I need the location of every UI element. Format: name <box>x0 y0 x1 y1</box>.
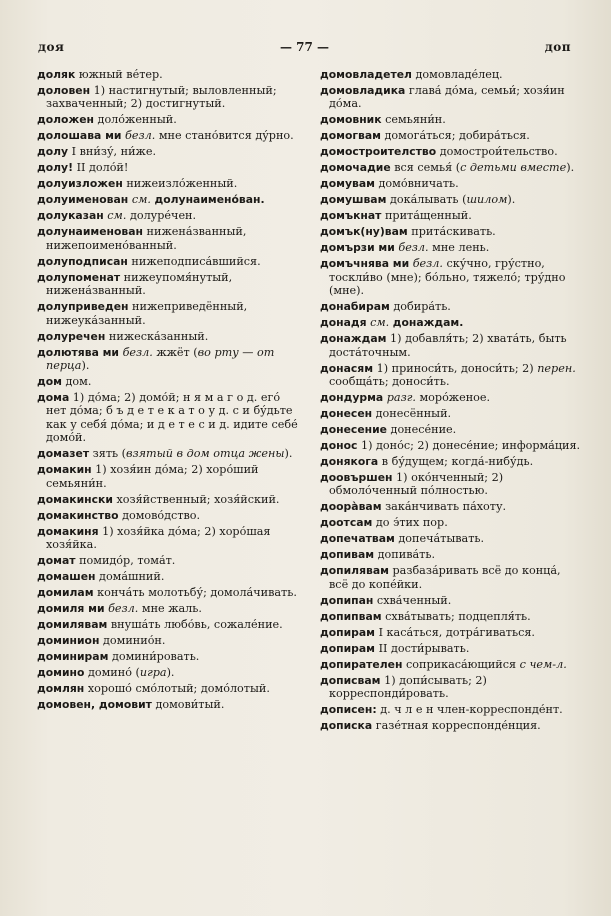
dictionary-entry <box>320 332 582 359</box>
entry-translation: 1) приноси́ть, доноси́ть; 2) <box>373 361 538 375</box>
dictionary-entry <box>320 439 582 452</box>
dictionary-entry <box>320 68 582 81</box>
entry-translation: доло́женный. <box>94 113 177 127</box>
entry-label: безл. <box>125 129 156 143</box>
entry-label: см. <box>107 209 127 223</box>
dictionary-entry <box>320 241 582 254</box>
entry-headword: допивам <box>320 548 375 562</box>
entry-translation: семьяни́н. <box>381 113 446 127</box>
dictionary-entry <box>320 113 582 126</box>
dictionary-entry <box>320 423 582 436</box>
dictionary-entry <box>37 602 299 615</box>
entry-translation: внуша́ть любо́вь, сожале́ние. <box>107 618 283 632</box>
entry-headword: домашен <box>37 570 96 584</box>
entry-translation: долунаимено́ван. <box>154 193 265 207</box>
entry-headword: домилам <box>37 586 94 600</box>
entry-translation: зака́нчивать па́хоту. <box>381 500 507 514</box>
dictionary-entry <box>320 564 582 591</box>
entry-headword: долу <box>37 145 69 159</box>
entry-headword: домилявам <box>37 618 108 632</box>
entry-headword: доора̀вам <box>320 500 382 514</box>
entry-translation: 1) допи́сывать; 2) корреспонди́ровать. <box>329 673 487 701</box>
entry-headword: долютява ми <box>37 345 119 359</box>
entry-headword: долуизложен <box>37 177 123 191</box>
dictionary-entry <box>37 129 299 142</box>
entry-headword: допирам <box>320 625 376 639</box>
entry-translation: 1) око́нченный; 2) обмоло́ченный по́лностью. <box>329 471 504 498</box>
entry-headword: долуименован <box>37 193 129 207</box>
entry-headword: домък(ну)вам <box>320 225 408 239</box>
entry-label: во рту — от перца <box>46 345 275 373</box>
dictionary-entry <box>37 682 299 695</box>
entry-translation: 1) хозя́йка до́ма; 2) хоро́шая хозя́йка. <box>46 524 271 552</box>
entry-headword: домат <box>37 554 76 568</box>
entry-translation: домовладе́лец. <box>411 68 503 81</box>
entry-translation: зять ( <box>89 447 127 461</box>
dictionary-entry <box>320 658 582 671</box>
entry-headword: допипвам <box>320 609 382 623</box>
entry-headword: домакин <box>37 463 92 477</box>
entry-label: с детьми вместе <box>460 161 567 175</box>
dictionary-entry <box>37 271 299 298</box>
entry-label: см. <box>370 316 390 330</box>
entry-translation: домо́вничать. <box>374 177 459 191</box>
entry-headword: долуподписан <box>37 254 128 268</box>
entry-headword: допипан <box>320 593 374 607</box>
entry-translation: нижеупомя́нутый, нижена́званный. <box>46 270 233 298</box>
entry-headword: донякога <box>320 455 379 469</box>
entry-headword: долуказан <box>37 209 104 223</box>
entry-translation: домога́ться; добира́ться. <box>380 129 530 143</box>
dictionary-entry <box>320 257 582 297</box>
entry-translation: домово́дство. <box>118 508 201 522</box>
entry-translation: прита́скивать. <box>407 225 496 239</box>
entry-headword: домазет <box>37 447 90 461</box>
dictionary-entry <box>320 626 582 639</box>
entry-translation: добира́ть. <box>389 300 451 314</box>
entry-translation: южный ве́тер. <box>75 68 163 81</box>
entry-headword: долошава ми <box>37 129 122 143</box>
dictionary-entry <box>37 570 299 583</box>
entry-translation: нижеизло́женный. <box>122 177 238 191</box>
dictionary-entry <box>320 145 582 158</box>
entry-translation: ску́чно, гру́стно, тоскли́во (мне); бо́льно, тяжело́; тру́дно (мне). <box>329 257 566 298</box>
entry-translation: жжёт ( <box>152 345 198 359</box>
entry-translation: схва́тывать; подцепля́ть. <box>381 609 531 623</box>
entry-translation: дом. <box>61 375 92 389</box>
entry-label: безл. <box>108 602 139 616</box>
entry-headword: допирателен <box>320 657 403 671</box>
entry-translation: дока́лывать ( <box>386 193 467 207</box>
dictionary-entry <box>37 554 299 567</box>
entry-headword: допирам <box>320 641 376 655</box>
entry-headword: дондурма <box>320 391 384 405</box>
entry-translation: домини́ровать. <box>108 650 200 664</box>
dictionary-entry <box>37 193 299 206</box>
dictionary-entry <box>37 391 299 445</box>
dictionary-entry <box>37 209 299 222</box>
dictionary-entry <box>320 703 582 716</box>
entry-translation: ). <box>566 161 575 175</box>
entry-translation: донесённый. <box>372 407 452 421</box>
entry-headword: домързи ми <box>320 241 395 255</box>
entry-translation: нижеприведённый, нижеука́занный. <box>46 300 248 327</box>
entry-headword: домакинство <box>37 508 119 522</box>
dictionary-entry <box>37 493 299 506</box>
dictionary-entry <box>37 509 299 522</box>
entry-translation: донаждам. <box>392 316 464 330</box>
entry-translation: нижеска́занный. <box>105 329 209 343</box>
dictionary-entry <box>37 586 299 599</box>
dictionary-entry <box>37 145 299 158</box>
dictionary-entry <box>320 177 582 190</box>
entry-headword: домогвам <box>320 129 381 143</box>
dictionary-entry <box>320 84 582 111</box>
entry-headword: домостроителство <box>320 145 437 159</box>
entry-headword: домувам <box>320 177 375 191</box>
dictionary-entry <box>320 548 582 561</box>
entry-headword: доловен <box>37 84 91 97</box>
entry-headword: долуречен <box>37 329 106 343</box>
entry-translation: глава́ до́ма, семьи́; хозя́ин до́ма. <box>329 84 565 111</box>
entry-translation: конча́ть молотьбу́; домола́чивать. <box>93 586 297 600</box>
entry-translation: сообща́ть; доноси́ть. <box>329 375 450 389</box>
entry-headword: донабирам <box>320 300 390 314</box>
entry-translation: мне лень. <box>428 241 490 255</box>
right-column <box>320 68 582 735</box>
entry-translation: моро́женое. <box>415 391 491 405</box>
dictionary-entry <box>320 362 582 389</box>
dictionary-entry <box>320 407 582 420</box>
entry-translation: нижеподписа́вшийся. <box>127 254 261 268</box>
dictionary-entry <box>320 129 582 142</box>
entry-label: см. <box>131 193 151 207</box>
dictionary-entry <box>37 84 299 111</box>
entry-translation: допеча́тывать. <box>394 532 485 546</box>
entry-headword: домакиня <box>37 524 99 538</box>
dictionary-entry <box>37 161 299 174</box>
entry-headword: доложен <box>37 113 94 127</box>
entry-label: шилом <box>466 193 508 207</box>
dictionary-entry <box>37 650 299 663</box>
dictionary-entry <box>320 316 582 329</box>
entry-translation: нижена́званный, нижепоимено́ванный. <box>46 225 247 252</box>
entry-headword: домакински <box>37 492 113 506</box>
entry-translation: газе́тная корреспонде́нция. <box>372 719 541 733</box>
entry-headword: долупоменат <box>37 270 121 284</box>
entry-translation: ). <box>81 359 90 373</box>
entry-headword: доотсам <box>320 516 373 530</box>
entry-label: безл. <box>398 241 429 255</box>
entry-label: перен. <box>537 361 576 375</box>
entry-headword: доминион <box>37 634 100 648</box>
entry-translation: 1) доно́с; 2) донесе́ние; информа́ция. <box>357 439 581 453</box>
entry-label: безл. <box>122 345 153 359</box>
entry-headword: домино <box>37 666 85 680</box>
entry-label: взятый в дом отца жены <box>126 447 285 461</box>
header-left-guideword: доя <box>38 40 65 54</box>
entry-translation: II доло́й! <box>73 161 129 175</box>
entry-translation: помидо́р, тома́т. <box>75 554 176 568</box>
dictionary-entry <box>37 113 299 126</box>
dictionary-entry <box>37 447 299 460</box>
entry-translation: 1) настигнутый; выловленный; захваченный; 2) достигнутый. <box>46 84 277 111</box>
entry-translation: 1) добавля́ть; 2) хвата́ть, быть доста́точным. <box>329 332 567 359</box>
entry-headword: домлян <box>37 682 85 696</box>
dictionary-entry <box>320 719 582 732</box>
dictionary-entry <box>37 177 299 190</box>
dictionary-entry <box>320 225 582 238</box>
entry-headword: донасям <box>320 361 374 375</box>
entry-headword: домъчнява ми <box>320 257 410 271</box>
entry-headword: дописен: <box>320 703 377 717</box>
entry-headword: домовладика <box>320 84 406 97</box>
entry-label: с чем-л. <box>519 657 567 671</box>
entry-label: игра <box>139 666 167 680</box>
entry-headword: дописвам <box>320 673 381 687</box>
dictionary-entry <box>37 634 299 647</box>
dictionary-entry <box>320 391 582 404</box>
dictionary-entry <box>320 161 582 174</box>
page-number: — 77 — <box>279 40 330 54</box>
dictionary-entry <box>320 471 582 498</box>
entry-translation: вся семья́ ( <box>390 161 461 175</box>
entry-translation: донесе́ние. <box>387 423 457 437</box>
dictionary-entry <box>37 346 299 373</box>
dictionary-entry <box>320 500 582 513</box>
entry-headword: домовник <box>320 113 382 127</box>
entry-headword: донадя <box>320 316 367 330</box>
header-right-guideword: доп <box>544 40 571 54</box>
dictionary-entry <box>37 698 299 711</box>
entry-translation: ). <box>284 447 293 461</box>
entry-headword: донос <box>320 439 358 453</box>
entry-translation: разбаза́ривать всё до конца́, всё до копе́йки. <box>329 564 561 591</box>
dictionary-entry <box>37 225 299 252</box>
dictionary-entry <box>320 642 582 655</box>
entry-translation: доминио́н. <box>99 634 166 648</box>
entry-headword: долуприведен <box>37 300 129 314</box>
dictionary-entry <box>320 532 582 545</box>
entry-translation: соприкаса́ющийся <box>402 657 520 671</box>
entry-headword: допечатвам <box>320 532 395 546</box>
entry-headword: домочадие <box>320 161 391 175</box>
entry-headword: дом <box>37 375 62 389</box>
dictionary-entry <box>37 525 299 552</box>
dictionary-entry <box>37 618 299 631</box>
entry-headword: допилявам <box>320 564 389 578</box>
entry-translation: прита́щенный. <box>381 209 472 223</box>
entry-headword: дописка <box>320 719 373 733</box>
entry-translation: допива́ть. <box>374 548 436 562</box>
page-header <box>38 40 571 58</box>
dictionary-entry <box>320 594 582 607</box>
dictionary-entry <box>320 193 582 206</box>
entry-headword: доовършен <box>320 471 393 485</box>
dictionary-entry <box>37 255 299 268</box>
entry-translation: 1) до́ма; 2) домо́й; н я м а г о д. его́ нет до́ма; б ъ д е т е к а т о у д. с и бу́дьте как у себя́ до́ма; и д е т е с и д. идите себе́ домо́й. <box>46 391 298 445</box>
entry-translation: схва́ченный. <box>373 593 452 607</box>
entry-headword: дома <box>37 391 70 405</box>
entry-translation: I каса́ться, дотра́гиваться. <box>375 625 535 639</box>
entry-translation: мне жаль. <box>138 602 202 616</box>
entry-translation: 1) хозя́ин до́ма; 2) хоро́ший семьяни́н. <box>46 463 259 490</box>
dictionary-entry <box>320 300 582 313</box>
entry-headword: домъкнат <box>320 209 382 223</box>
entry-headword: донесение <box>320 423 387 437</box>
entry-translation: хозя́йственный; хозя́йский. <box>112 492 280 506</box>
dictionary-entry <box>37 463 299 490</box>
entry-translation: до э́тих пор. <box>372 516 448 530</box>
entry-headword: долу! <box>37 161 74 175</box>
entry-translation: домострои́тельство. <box>436 145 558 159</box>
entry-translation: I вни́зу́, ни́же. <box>68 145 157 159</box>
entry-translation: д. ч л е н член-корреспонде́нт. <box>376 703 563 717</box>
entry-translation: II дости́рывать. <box>375 641 470 655</box>
entry-headword: домиля ми <box>37 602 105 616</box>
entry-translation: ). <box>166 666 175 680</box>
entry-headword: домовладетел <box>320 68 412 81</box>
entry-translation: дома́шний. <box>95 570 165 584</box>
dictionary-entry <box>320 516 582 529</box>
dictionary-entry <box>320 455 582 468</box>
entry-headword: домушвам <box>320 193 387 207</box>
dictionary-entry <box>37 300 299 327</box>
dictionary-entry <box>37 330 299 343</box>
dictionary-entry <box>320 610 582 623</box>
entry-translation: мне стано́вится ду́рно. <box>155 129 294 143</box>
entry-translation: хорошо́ смо́лотый; домо́лотый. <box>84 682 270 696</box>
entry-translation: в бу́дущем; когда́-нибу́дь. <box>378 455 534 469</box>
entry-headword: доминирам <box>37 650 109 664</box>
entry-translation: ). <box>507 193 516 207</box>
dictionary-entry <box>37 666 299 679</box>
entry-headword: донесен <box>320 407 373 421</box>
dictionary-entry <box>320 209 582 222</box>
entry-translation: домови́тый. <box>151 698 225 712</box>
dictionary-entry <box>37 375 299 388</box>
entry-label: безл. <box>412 257 443 271</box>
dictionary-entry <box>320 674 582 701</box>
entry-headword: долунаименован <box>37 225 143 239</box>
entry-label: разг. <box>386 391 416 405</box>
entry-headword: донаждам <box>320 332 387 346</box>
entry-headword: доляк <box>37 68 76 81</box>
entry-translation: долуре́чен. <box>126 209 197 223</box>
entry-headword: домовен, домовит <box>37 698 152 712</box>
left-column <box>37 68 299 714</box>
entry-translation: домино́ ( <box>84 666 140 680</box>
dictionary-entry <box>37 68 299 81</box>
